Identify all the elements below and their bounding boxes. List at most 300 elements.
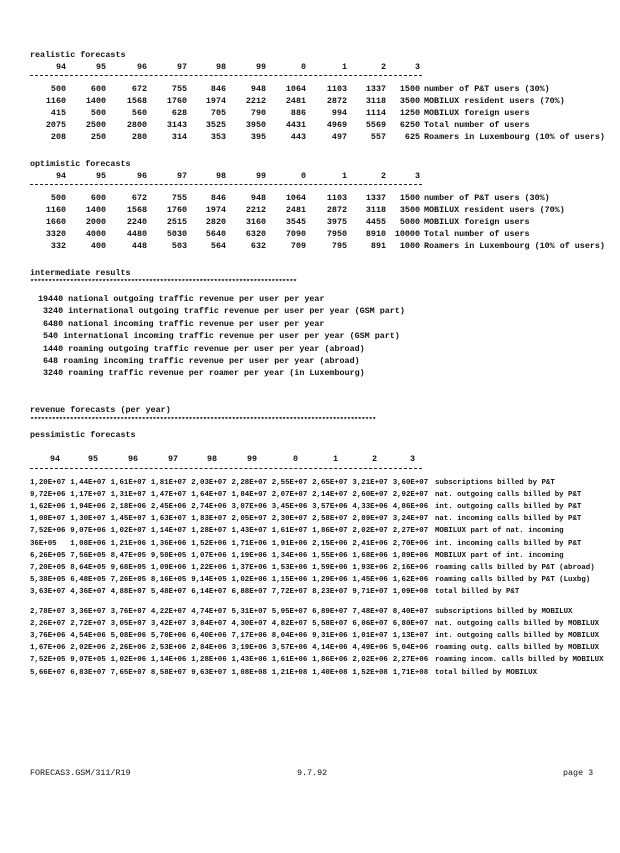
row-description: roaming incom. calls billed by MOBILUX [435,656,604,665]
table-cell: 1,63E+07 [150,515,187,524]
table-cell: 1500 [399,84,420,94]
table-cell: 1400 [85,96,106,106]
table-cell: 1,09E+06 [150,563,187,572]
table-cell: 1,91E+06 [271,539,308,548]
table-cell: 8,23E+07 [312,587,348,596]
table-cell: 332 [50,241,66,251]
table-cell: 2,15E+06 [312,539,348,548]
table-cell: 600 [90,84,106,94]
year-header: 2 [380,171,386,181]
table-cell: 8,64E+05 [70,563,106,572]
table-cell: 560 [131,108,147,118]
table-cell: 1,64E+07 [191,491,227,500]
table-cell: 5030 [166,229,187,239]
table-cell: 4969 [326,120,347,130]
row-description: Roamers in Luxembourg (10% of users) [424,241,605,251]
year-header: 3 [414,171,420,181]
table-cell: 9,63E+07 [191,668,227,677]
table-cell: 8,47E+05 [110,551,147,560]
table-cell: 5569 [365,120,386,130]
table-cell: 2,30E+07 [271,515,308,524]
table-cell: 1760 [166,205,187,215]
table-cell: 6,14E+07 [191,587,227,596]
row-description: MOBILUX foreign users [424,217,530,227]
table-cell: 1,15E+06 [271,575,308,584]
table-cell: 1,61E+07 [271,527,308,536]
optimistic-title: optimistic forecasts [30,159,131,169]
table-cell: 2,18E+06 [110,503,147,512]
year-header: 3 [409,454,415,464]
table-cell: 2,27E+06 [392,656,429,665]
table-cell: 891 [370,241,386,251]
table-cell: 3,76E+06 [30,632,66,641]
table-cell: 4,54E+06 [70,632,106,641]
row-description: roaming calls billed by P&T (Luxbg) [435,575,591,584]
table-cell: 2,89E+07 [352,515,388,524]
table-cell: 1,47E+07 [150,491,187,500]
table-cell: 2,41E+06 [352,539,388,548]
row-description: MOBILUX resident users (70%) [424,96,565,106]
table-cell: 3320 [45,229,66,239]
revenue-stars: ************************************************************************************************ [30,417,376,425]
table-cell: 1974 [205,205,226,215]
row-description: number of P&T users (30%) [424,84,550,94]
year-header: 99 [246,454,257,464]
table-cell: 1,30E+07 [70,515,106,524]
table-cell: 8,04E+06 [271,632,308,641]
table-cell: 1568 [126,96,147,106]
table-cell: 314 [171,132,187,142]
table-cell: 5,31E+07 [231,608,267,616]
table-cell: 3500 [399,205,420,215]
intermediate-line: 19440 national outgoing traffic revenue per user per year [38,294,325,304]
realistic-title: realistic forecasts [30,50,126,60]
table-cell: 1,28E+06 [191,656,227,665]
intermediate-stars: ************************************************************************** [30,279,297,287]
table-cell: 500 [50,193,66,203]
table-cell: 503 [171,241,187,251]
table-cell: 755 [171,193,187,203]
table-cell: 1,37E+06 [231,563,267,572]
table-cell: 3,57E+06 [312,503,348,512]
year-header: 98 [215,171,226,181]
year-header: 2 [380,62,386,72]
table-cell: 705 [210,108,226,118]
table-cell: 7,17E+06 [231,632,267,641]
table-cell: 1,52E+06 [191,539,227,548]
row-description: int. incoming calls billed by P&T [435,539,582,548]
table-cell: 1,55E+06 [312,551,348,560]
table-cell: 1,61E+06 [271,656,308,665]
year-header: 97 [176,171,187,181]
table-cell: 9,07E+05 [70,656,106,665]
table-cell: 3950 [245,120,266,130]
row-description: int. outgoing calls billed by MOBILUX [435,632,600,641]
table-cell: 8910 [365,229,386,239]
table-cell: 5,58E+07 [312,620,348,629]
table-cell: 2,05E+07 [231,515,267,524]
table-cell: 3143 [166,120,187,130]
table-cell: 1,07E+06 [191,551,227,560]
row-description: MOBILUX resident users (70%) [424,205,565,215]
table-cell: 1500 [399,193,420,203]
table-cell: 1,02E+06 [110,656,147,665]
table-cell: 1,86E+07 [312,527,348,536]
dashed-rule [30,184,422,185]
year-header: 1 [332,454,338,464]
table-cell: 2481 [285,205,306,215]
table-cell: 2,03E+07 [191,479,227,487]
table-cell: 1,08E+07 [30,515,66,524]
table-cell: 4000 [85,229,106,239]
table-cell: 1064 [285,84,306,94]
table-cell: 1160 [45,96,66,106]
table-cell: 3,19E+06 [231,644,267,653]
table-cell: 8,40E+07 [392,608,429,616]
table-cell: 1660 [45,217,66,227]
table-cell: 2,02E+06 [352,656,388,665]
table-cell: 5,08E+06 [110,632,147,641]
table-cell: 3118 [365,205,386,215]
row-description: roaming outg. calls billed by MOBILUX [435,644,600,653]
table-cell: 1,40E+08 [312,668,348,677]
table-cell: 1,22E+06 [191,563,227,572]
year-header: 94 [55,62,66,72]
table-cell: 1,21E+06 [110,539,147,548]
table-cell: 1,81E+07 [150,479,187,487]
table-cell: 6250 [399,120,420,130]
table-cell: 7,56E+05 [70,551,106,560]
table-cell: 250 [90,132,106,142]
table-cell: 2,60E+07 [352,491,388,500]
table-cell: 9,14E+05 [191,575,227,584]
table-cell: 415 [50,108,66,118]
table-cell: 1,28E+07 [191,527,227,536]
row-description: Total number of users [424,120,530,130]
table-cell: 3,57E+06 [271,644,308,653]
row-description: subscriptions billed by MOBILUX [435,608,573,616]
table-cell: 9,50E+05 [150,551,187,560]
table-cell: 4,22E+07 [150,608,187,616]
year-header: 96 [127,454,138,464]
footer-filename: FORECAS3.GSM/311/R19 [30,768,131,778]
intermediate-line: 1440 roaming outgoing traffic revenue per user per year (abroad) [43,343,365,354]
table-cell: 1160 [45,205,66,215]
table-cell: 1,94E+06 [70,503,106,512]
table-cell: 1337 [365,84,386,94]
table-cell: 948 [250,193,266,203]
table-cell: 2,27E+07 [392,527,429,536]
year-header: 96 [136,171,147,181]
table-cell: 1,53E+06 [271,563,308,572]
row-description: MOBILUX part of nat. incoming [435,527,564,536]
table-cell: 1,52E+08 [352,668,388,677]
footer-page: page 3 [563,768,594,778]
intermediate-line: 6480 national incoming traffic revenue per user per year [43,318,325,329]
table-cell: 2,45E+06 [150,503,187,512]
table-cell: 2,74E+06 [191,503,227,512]
table-cell: 6,48E+05 [70,575,106,584]
table-cell: 3,76E+07 [110,608,147,616]
intermediate-line: 648 roaming incoming traffic revenue per user per year (abroad) [43,356,360,366]
intermediate-line: 3240 international outgoing traffic revenue per user per year (GSM part) [43,306,405,317]
table-cell: 2,70E+06 [392,539,429,548]
table-cell: 1,09E+08 [392,587,429,596]
table-cell: 1,17E+07 [70,491,106,500]
table-cell: 208 [50,132,66,142]
table-cell: 1,14E+07 [150,527,187,536]
table-cell: 3525 [205,120,226,130]
table-cell: 9,71E+07 [352,587,388,596]
table-cell: 564 [210,241,226,251]
table-cell: 4,30E+07 [231,620,267,629]
table-cell: 1,43E+07 [231,527,267,536]
table-cell: 948 [250,84,266,94]
revenue-subtitle: pessimistic forecasts [30,430,136,440]
table-cell: 3545 [285,217,306,227]
table-cell: 5,95E+07 [271,608,308,616]
table-cell: 3,24E+07 [392,515,429,524]
table-cell: 1,21E+08 [271,668,308,677]
table-cell: 2500 [85,120,106,130]
dashed-rule [30,75,422,76]
table-cell: 1,13E+07 [392,632,429,641]
table-cell: 2212 [245,205,266,215]
table-cell: 2481 [285,96,306,106]
table-cell: 36E+05 [30,539,57,548]
table-cell: 1974 [205,96,226,106]
year-header: 95 [95,171,106,181]
table-cell: 1760 [166,96,187,106]
table-cell: 2075 [45,120,66,130]
table-cell: 2,58E+07 [312,515,348,524]
table-cell: 1,61E+07 [110,479,147,487]
table-cell: 625 [404,132,420,142]
year-header: 99 [255,171,266,181]
table-cell: 2872 [326,205,347,215]
table-cell: 395 [250,132,266,142]
table-cell: 2,14E+07 [312,491,348,500]
table-cell: 709 [290,241,306,251]
table-cell: 632 [250,241,266,251]
table-cell: 557 [370,132,386,142]
table-cell: 8,16E+05 [150,575,187,584]
table-cell: 7,26E+05 [110,575,147,584]
table-cell: 1,86E+06 [312,656,348,665]
table-cell: 628 [171,108,187,118]
table-cell: 3,21E+07 [352,479,388,487]
table-cell: 755 [171,84,187,94]
table-cell: 1000 [399,241,420,251]
year-header: 95 [95,62,106,72]
table-cell: 3975 [326,217,347,227]
table-cell: 1,62E+06 [392,575,429,584]
table-cell: 1,71E+06 [231,539,267,548]
table-cell: 1,29E+06 [312,575,348,584]
table-cell: 1,14E+06 [150,656,187,665]
table-cell: 5,66E+07 [30,668,66,677]
table-cell: 2,02E+06 [70,644,106,653]
table-cell: 2,65E+07 [312,479,348,487]
row-description: total billed by P&T [435,587,520,596]
table-cell: 500 [50,84,66,94]
table-cell: 994 [331,108,347,118]
year-header: 98 [215,62,226,72]
table-cell: 1,08E+08 [231,668,267,677]
table-cell: 5,70E+06 [150,632,187,641]
table-cell: 3,42E+07 [150,620,187,629]
row-description: total billed by MOBILUX [435,668,538,677]
table-cell: 2,28E+07 [231,479,267,487]
table-cell: 2820 [205,217,226,227]
footer-date: 9.7.92 [297,768,328,778]
table-cell: 3160 [245,217,266,227]
table-cell: 1,71E+08 [392,668,429,677]
table-cell: 4,74E+07 [191,608,227,616]
table-cell: 3,45E+06 [271,503,308,512]
table-cell: 3500 [399,96,420,106]
row-description: nat. outgoing calls billed by P&T [435,491,582,500]
table-cell: 600 [90,193,106,203]
year-header: 1 [341,171,347,181]
table-cell: 9,68E+05 [110,563,147,572]
row-description: subscriptions billed by P&T [435,479,555,487]
year-header: 99 [255,62,266,72]
table-cell: 8,58E+07 [150,668,187,677]
table-cell: 4,14E+06 [312,644,348,653]
table-cell: 2800 [126,120,147,130]
row-description: Roamers in Luxembourg (10% of users) [424,132,605,142]
year-header: 98 [206,454,217,464]
table-cell: 4455 [365,217,386,227]
table-cell: 1,89E+06 [392,551,429,560]
table-cell: 2,02E+07 [352,527,388,536]
table-cell: 4,49E+06 [352,644,388,653]
year-header: 94 [55,171,66,181]
table-cell: 1,19E+06 [231,551,267,560]
year-header: 0 [292,454,298,464]
table-cell: 4,86E+06 [392,503,429,512]
table-cell: 2240 [126,217,147,227]
table-cell: 3,07E+06 [231,503,267,512]
table-cell: 6,80E+07 [392,620,429,629]
table-cell: 1,01E+07 [352,632,388,641]
table-cell: 2,07E+07 [271,491,308,500]
row-description: int. outgoing calls billed by P&T [435,503,582,512]
row-description: roaming calls billed by P&T (abroad) [435,563,595,572]
table-cell: 2000 [85,217,106,227]
table-cell: 9,72E+06 [30,491,66,500]
table-cell: 500 [90,108,106,118]
year-header: 95 [87,454,98,464]
table-cell: 6320 [245,229,266,239]
table-cell: 3,84E+07 [191,620,227,629]
table-cell: 3118 [365,96,386,106]
row-description: MOBILUX part of int. incoming [435,551,564,560]
dashed-rule [30,468,422,469]
row-description: MOBILUX foreign users [424,108,530,118]
table-cell: 1114 [365,108,386,118]
table-cell: 2,26E+07 [30,620,66,629]
table-cell: 1,83E+07 [191,515,227,524]
table-cell: 9,31E+06 [312,632,348,641]
table-cell: 7,48E+07 [352,608,388,616]
table-cell: 353 [210,132,226,142]
table-cell: 7,72E+07 [271,587,308,596]
row-description: number of P&T users (30%) [424,193,550,203]
table-cell: 7,52E+05 [30,656,66,665]
intermediate-line: 3240 roaming traffic revenue per roamer per year (in Luxembourg) [43,368,365,379]
table-cell: 6,89E+07 [312,608,348,616]
table-cell: 795 [331,241,347,251]
table-cell: 7,52E+06 [30,527,66,536]
table-cell: 1,31E+07 [110,491,147,500]
table-cell: 1,43E+06 [231,656,267,665]
table-cell: 9,07E+06 [70,527,106,536]
year-header: 97 [167,454,178,464]
table-cell: 5640 [205,229,226,239]
year-header: 0 [300,171,306,181]
table-cell: 2,78E+07 [30,608,66,616]
year-header: 1 [341,62,347,72]
table-cell: 1103 [326,193,347,203]
table-cell: 1,68E+06 [352,551,388,560]
table-cell: 1,08E+06 [70,539,106,548]
row-description: nat. outgoing calls billed by MOBILUX [435,620,600,629]
year-header: 97 [176,62,187,72]
table-cell: 5,48E+07 [150,587,187,596]
table-cell: 280 [131,132,147,142]
table-cell: 3,60E+07 [392,479,429,487]
table-cell: 7,65E+07 [110,668,147,677]
table-cell: 1,84E+07 [231,491,267,500]
intermediate-title: intermediate results [30,268,131,278]
table-cell: 1,45E+07 [110,515,147,524]
table-cell: 5,38E+05 [30,575,66,584]
table-cell: 2515 [166,217,187,227]
table-cell: 1,36E+06 [150,539,187,548]
revenue-title: revenue forecasts (per year) [30,405,171,415]
table-cell: 6,06E+07 [352,620,388,629]
table-cell: 1,93E+06 [352,563,388,572]
table-cell: 400 [90,241,106,251]
table-cell: 6,83E+07 [70,668,106,677]
table-cell: 1568 [126,205,147,215]
table-cell: 3,63E+07 [30,587,66,596]
table-cell: 7,20E+05 [30,563,66,572]
table-cell: 10000 [394,229,420,239]
table-cell: 5000 [399,217,420,227]
table-cell: 2,92E+07 [392,491,429,500]
table-cell: 1103 [326,84,347,94]
table-cell: 4,88E+07 [110,587,147,596]
table-cell: 2,84E+06 [191,644,227,653]
table-cell: 2,55E+07 [271,479,308,487]
row-description: nat. incoming calls billed by P&T [435,515,582,524]
table-cell: 1064 [285,193,306,203]
table-cell: 1,34E+06 [271,551,308,560]
table-cell: 4431 [285,120,306,130]
table-cell: 1,02E+06 [231,575,267,584]
table-cell: 2212 [245,96,266,106]
table-cell: 4,33E+06 [352,503,388,512]
intermediate-line: 540 international incoming traffic revenue per user per year (GSM part) [43,331,400,342]
table-cell: 2872 [326,96,347,106]
table-cell: 790 [250,108,266,118]
table-cell: 5,04E+06 [392,644,429,653]
year-header: 2 [371,454,377,464]
table-cell: 3,36E+07 [70,608,106,616]
